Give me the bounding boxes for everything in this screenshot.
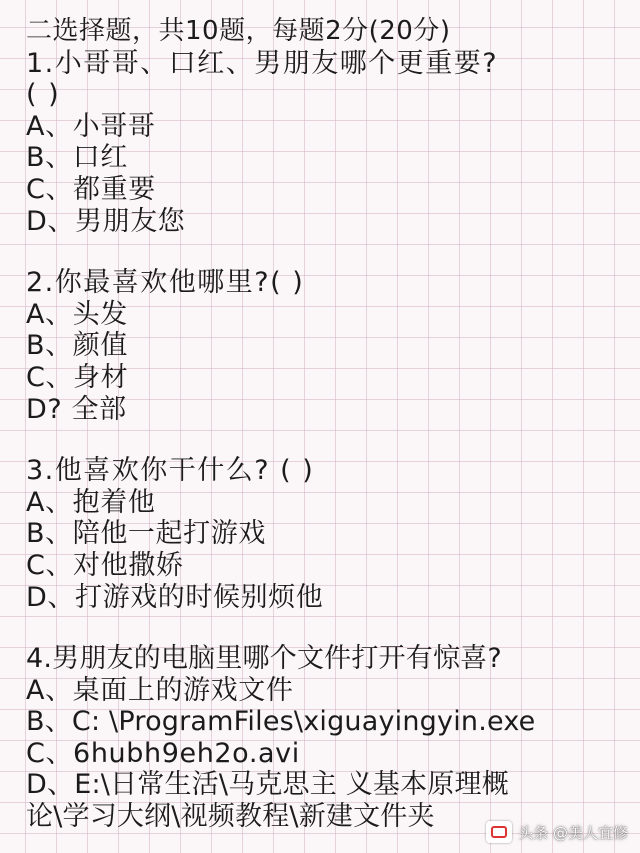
- question-4-option-d-continued: 论\学习大纲\视频教程\新建文件夹: [26, 801, 435, 833]
- question-1-option-a: A、小哥哥: [26, 110, 156, 142]
- question-2-text: 2.你最喜欢他哪里?( ): [26, 267, 305, 299]
- spacer: [26, 425, 632, 455]
- quiz-sheet: [26, 16, 632, 833]
- spacer: [26, 613, 632, 643]
- section-header: 二选择题，共10题，每题2分(20分): [26, 16, 451, 46]
- question-3-text: 3.他喜欢你干什么? ( ): [26, 455, 315, 487]
- question-1-option-d: D、男朋友您: [26, 205, 186, 237]
- question-2-option-a: A、头发: [26, 298, 128, 330]
- question-4-option-d: D、E:\日常生活\马克思主 义基本原理概: [26, 769, 509, 801]
- question-1-blank: ( ): [26, 79, 61, 111]
- question-4-option-c: C、6hubh9eh2o.avi: [26, 737, 300, 769]
- question-3-option-b: B、陪他一起打游戏: [26, 518, 266, 550]
- question-4-option-b: B、C: \ProgramFiles\xiguayingyin.exe: [26, 706, 536, 738]
- question-4: [26, 643, 632, 833]
- watermark: [486, 821, 628, 843]
- question-2: [26, 267, 632, 425]
- question-1: [26, 48, 632, 238]
- question-1-option-b: B、口红: [26, 142, 128, 174]
- question-4-text: 4.男朋友的电脑里哪个文件打开有惊喜?: [26, 643, 502, 675]
- question-2-option-d: D? 全部: [26, 393, 127, 425]
- question-1-option-c: C、都重要: [26, 173, 156, 205]
- question-3: [26, 455, 632, 613]
- toutiao-logo-icon: [486, 821, 512, 843]
- question-4-option-a: A、桌面上的游戏文件: [26, 674, 294, 706]
- question-3-option-d: D、打游戏的时候别烦他: [26, 581, 324, 613]
- question-1-text: 1.小哥哥、口红、男朋友哪个更重要?: [26, 47, 499, 79]
- question-2-option-b: B、颜值: [26, 330, 128, 362]
- spacer: [26, 237, 632, 267]
- question-3-option-a: A、抱着他: [26, 486, 156, 518]
- watermark-text: 头条 @美人宜修: [518, 823, 628, 842]
- question-2-option-c: C、身材: [26, 361, 129, 393]
- question-3-option-c: C、对他撒娇: [26, 549, 184, 581]
